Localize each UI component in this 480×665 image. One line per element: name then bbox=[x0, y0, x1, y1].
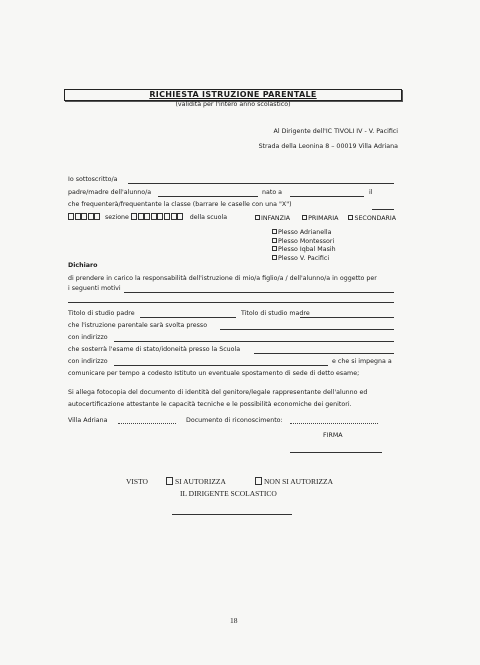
indirizzo-esame-label: con indirizzo bbox=[68, 358, 108, 365]
dichiaro-text-1: di prendere in carico la responsabilità dell'istruzione di mio/a figlio/a / dell'alunno/a in oggetto per bbox=[68, 275, 377, 282]
school-type-options bbox=[255, 215, 396, 222]
option-infanzia[interactable]: INFANZIA bbox=[255, 215, 290, 222]
document-subtitle: (validità per l'intero anno scolastico) bbox=[175, 101, 291, 108]
frequentera-label: che frequenterà/frequentante la classe (barrare le caselle con una "X") bbox=[68, 201, 292, 208]
plesso-option[interactable]: Plesso V. Pacifici bbox=[272, 255, 336, 264]
checkbox-icon bbox=[272, 255, 277, 260]
dichiaro-heading: Dichiaro bbox=[68, 262, 98, 269]
class-row bbox=[68, 213, 227, 221]
checkbox-icon bbox=[302, 215, 307, 220]
motivi-field[interactable] bbox=[124, 292, 394, 293]
section-boxes[interactable] bbox=[131, 214, 184, 221]
plesso-option[interactable]: Plesso Adrianella bbox=[272, 229, 336, 238]
firma-label: FIRMA bbox=[323, 432, 343, 439]
documento-field[interactable] bbox=[290, 423, 378, 424]
esame-school-field[interactable] bbox=[254, 353, 394, 354]
titolo-padre-label: Titolo di studio padre bbox=[68, 310, 135, 317]
istruzione-field[interactable] bbox=[220, 329, 394, 330]
indirizzo-label: con indirizzo bbox=[68, 334, 108, 341]
option-primaria[interactable]: PRIMARIA bbox=[302, 215, 338, 222]
option-secondaria[interactable]: SECONDARIA bbox=[348, 215, 396, 222]
title-box bbox=[64, 89, 402, 101]
esame-label: che sosterrà l'esame di stato/idoneità presso la Scuola bbox=[68, 346, 241, 353]
student-name-field[interactable] bbox=[158, 196, 258, 197]
checkbox-icon bbox=[272, 238, 277, 243]
il-label: il bbox=[369, 189, 373, 196]
allega-text-2: autocertificazione attestante le capacità tecniche e le possibilità economiche dei genitori. bbox=[68, 401, 352, 408]
comunicare-text: comunicare per tempo a codesto Istituto un eventuale spostamento di sede di detto esame; bbox=[68, 370, 360, 377]
checkbox-icon bbox=[255, 215, 260, 220]
parent-label: padre/madre dell'alunno/a bbox=[68, 189, 152, 196]
checkbox-icon bbox=[272, 229, 277, 234]
plesso-option[interactable]: Plesso Montessori bbox=[272, 238, 336, 247]
indirizzo-field[interactable] bbox=[114, 341, 394, 342]
checkbox-icon bbox=[348, 215, 353, 220]
option-non-autorizza[interactable]: NON SI AUTORIZZA bbox=[255, 477, 333, 486]
titolo-madre-label: Titolo di studio madre bbox=[241, 310, 310, 317]
della-scuola-label: della scuola bbox=[189, 214, 228, 221]
document-title: RICHIESTA ISTRUZIONE PARENTALE bbox=[149, 90, 317, 99]
titolo-madre-field[interactable] bbox=[300, 317, 394, 318]
checkbox-icon bbox=[255, 477, 262, 485]
addressee-line-2: Strada della Leonina 8 – 00019 Villa Adriana bbox=[258, 143, 398, 150]
nato-label: nato a bbox=[262, 189, 283, 196]
indirizzo-esame-field[interactable] bbox=[114, 365, 328, 366]
sottoscritto-label: Io sottoscritto/a bbox=[68, 176, 118, 183]
visto-label: VISTO bbox=[126, 477, 148, 486]
allega-text-1: Si allega fotocopia del documento di identità del genitore/legale rappresentante dell'alunno ed bbox=[68, 389, 368, 396]
sezione-label: sezione bbox=[104, 214, 129, 221]
sottoscritto-field[interactable] bbox=[128, 183, 394, 184]
documento-label: Documento di riconoscimento: bbox=[186, 417, 283, 424]
istruzione-label: che l'istruzione parentale sarà svolta presso bbox=[68, 322, 208, 329]
class-boxes[interactable] bbox=[68, 214, 101, 221]
dirigente-signature-line[interactable] bbox=[172, 514, 292, 515]
option-autorizza[interactable]: SI AUTORIZZA bbox=[166, 477, 226, 486]
luogo-label: Villa Adriana bbox=[68, 417, 108, 424]
motivi-field-2[interactable] bbox=[68, 302, 394, 303]
birthdate-field[interactable] bbox=[372, 209, 394, 210]
addressee-line-1: Al Dirigente dell'IC TIVOLI IV - V. Pacifici bbox=[273, 128, 398, 135]
titolo-padre-field[interactable] bbox=[140, 317, 236, 318]
birthplace-field[interactable] bbox=[290, 196, 364, 197]
dirigente-label: IL DIRIGENTE SCOLASTICO bbox=[180, 489, 277, 498]
plesso-option[interactable]: Plesso Iqbal Masih bbox=[272, 246, 336, 255]
firma-field[interactable] bbox=[290, 452, 382, 453]
impegna-label: e che si impegna a bbox=[332, 358, 392, 365]
checkbox-icon bbox=[166, 477, 173, 485]
dichiaro-text-2: i seguenti motivi bbox=[68, 285, 121, 292]
plessi-list bbox=[272, 229, 336, 263]
date-field[interactable] bbox=[118, 423, 176, 424]
page-number: 18 bbox=[230, 616, 238, 625]
checkbox-icon bbox=[272, 246, 277, 251]
